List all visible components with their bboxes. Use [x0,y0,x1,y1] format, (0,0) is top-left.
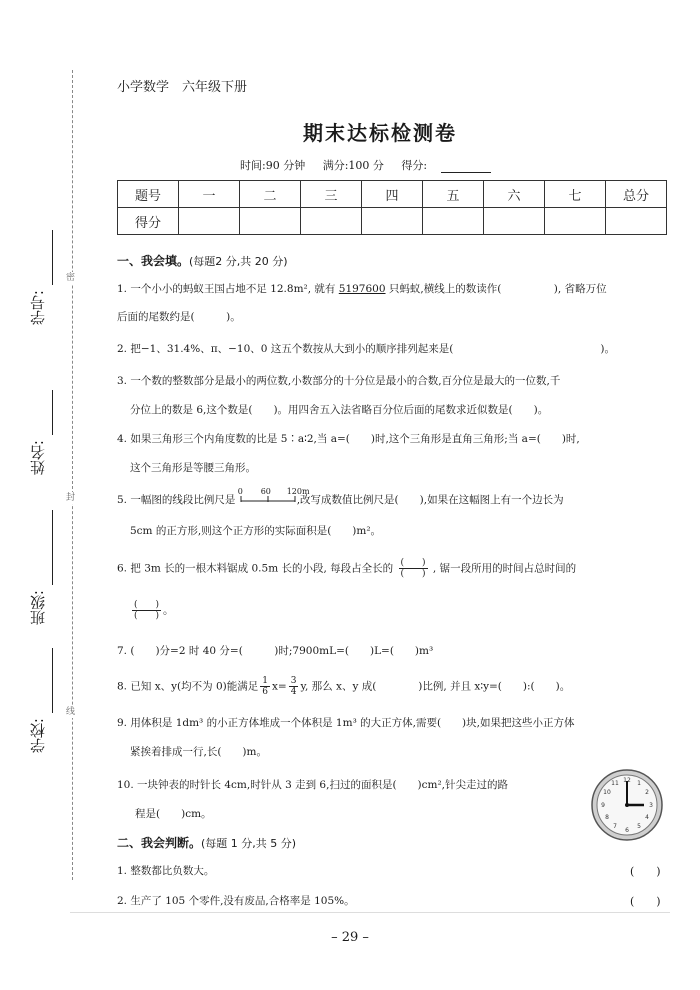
judge-1: 1. 整数都比负数大。 [117,865,215,877]
student-id-field[interactable] [22,290,52,329]
school-field[interactable] [22,718,52,757]
q8-f1-num: 1 [262,676,268,686]
svg-text:5: 5 [637,823,641,830]
judge-2: 2. 生产了 105 个零件,没有废品,合格率是 105%。 [117,895,355,907]
score-header-cell: 四 [362,181,423,208]
student-name-line [52,390,53,435]
question-9: 9. 用体积是 1dm³ 的小正方体堆成一个体积是 1m³ 的大正方体,需要( )块,如果把这些小正方体 [117,717,575,729]
svg-text:11: 11 [611,780,619,787]
score-header-cell: 二 [240,181,301,208]
svg-text:8: 8 [605,814,609,821]
svg-text:3: 3 [649,802,653,809]
footer-rule [70,912,670,913]
scale-tick-0: 0 [237,487,243,496]
svg-text:12: 12 [623,777,631,784]
svg-text:10: 10 [603,789,611,796]
binding-mark-feng: 封 [66,493,76,503]
q6-frac1-num: ( ) [400,558,426,568]
score-header-cell: 六 [484,181,545,208]
q1-number: 5197600 [338,283,386,295]
q8-text-b: y, 那么 x、y 成( )比例, 并且 x∶y=( ):( )。 [300,680,571,693]
q6-text-b: , 锯一段所用的时间占总时间的 [432,562,577,575]
q1-text-b: 只蚂蚁,横线上的数读作( ), 省略万位 [385,283,607,295]
q1-text-a: 1. 一个小小的蚂蚁王国占地不足 12.8m², 就有 [117,283,339,295]
question-3-cont: 分位上的数是 6,这个数是( )。用四舍五入法省略百分位后面的尾数求近似数是( )。 [130,404,549,416]
question-4: 4. 如果三角形三个内角度数的比是 5∶a∶2,当 a=( )时,这个三角形是直角三角形;当 a=( )时, [117,433,580,445]
page-title: 期末达标检测卷 [303,121,457,145]
binding-mark-mi: 密 [66,273,76,283]
q6-frac2-num: ( ) [134,600,160,610]
school-label: 学校: [28,718,47,754]
question-6-cont: $\frac{( )}{( )}$ 。 [134,600,174,621]
section-2-title [117,834,296,851]
score-cell[interactable] [301,208,362,235]
score-row-label: 得分 [118,208,179,235]
q8-text-a: 8. 已知 x、y(均不为 0)能满足 [117,680,259,693]
section-1-title [117,252,288,269]
question-10: 10. 一块钟表的时针长 4cm,时针从 3 走到 6,扫过的面积是( )cm²,针尖走过的路 [117,779,509,791]
score-cell[interactable] [362,208,423,235]
svg-text:2: 2 [645,789,649,796]
student-name-field[interactable] [22,440,52,479]
scale-tick-120: 120m [286,487,310,496]
exam-score-label: 得分: [401,159,428,172]
binding-mark-xian: 线 [66,707,76,717]
q6-fraction-blank-1[interactable] [399,558,428,579]
score-cell[interactable] [606,208,667,235]
student-id-label: 学号: [28,290,47,326]
question-1 [117,282,672,296]
score-cell[interactable] [484,208,545,235]
exam-time: 时间:90 分钟 [240,159,306,172]
q5-text-b: ,改写成数值比例尺是( ),如果在这幅图上有一个边长为 [296,494,564,506]
question-9-cont: 紧挨着排成一行,长( )m。 [130,746,267,758]
question-3: 3. 一个数的整数部分是最小的两位数,小数部分的十分位是最小的合数,百分位是最大的一位数,千 [117,375,561,387]
section-2-note: (每题 1 分,共 5 分) [201,837,297,850]
score-table-header-row [118,181,667,208]
page-number: – 29 – [331,930,369,945]
q6-text-a: 6. 把 3m 长的一根木料锯成 0.5m 长的小段, 每段占全长的 [117,562,394,575]
svg-text:1: 1 [637,780,641,787]
student-id-line [52,230,53,285]
exam-meta [240,157,491,173]
q6-fraction-blank-2[interactable] [132,600,161,621]
score-header-cell: 三 [301,181,362,208]
score-cell[interactable] [179,208,240,235]
q8-mid: x= [272,680,287,693]
school-line [52,648,53,713]
book-subtitle: 小学数学 六年级下册 [117,80,248,95]
q5-text-a: 5. 一幅图的线段比例尺是 [117,494,236,506]
exam-full-score: 满分:100 分 [322,159,384,172]
judge-1-answer[interactable]: ( ) [630,865,661,878]
clock-icon [590,768,664,842]
exam-score-blank[interactable] [441,172,491,173]
scale-bar [237,487,310,505]
q6-frac2-den: ( ) [134,611,160,621]
q6-frac1-den: ( ) [400,569,426,579]
q8-f1-den: 6 [262,687,268,697]
question-6 [117,558,672,579]
section-1-note: (每题2 分,共 20 分) [189,255,288,268]
svg-text:6: 6 [625,827,629,834]
scale-tick-60: 60 [260,487,271,496]
q8-f2-num: 3 [290,676,297,686]
question-1-cont: 后面的尾数约是( )。 [117,311,241,323]
score-table [117,180,667,235]
class-field[interactable] [22,590,52,629]
score-header-cell: 七 [545,181,606,208]
score-table-score-row [118,208,667,235]
judge-2-answer[interactable]: ( ) [630,895,661,908]
class-line [52,510,53,585]
question-2: 2. 把−1、31.4%、π、−10、0 这五个数按从大到小的顺序排列起来是( )。 [117,343,615,355]
section-2-heading: 二、我会判断。 [117,836,202,850]
section-1-heading: 一、我会填。 [117,254,190,268]
score-header-cell: 一 [179,181,240,208]
svg-text:7: 7 [613,823,617,830]
score-header-cell: 总分 [606,181,667,208]
question-5-cont: 5cm 的正方形,则这个正方形的实际面积是( )m²。 [130,525,382,537]
binding-dotted-line [72,70,73,880]
q8-fraction-2 [289,676,299,697]
question-5 [117,487,672,507]
question-10-cont: 程是( )cm。 [135,808,212,820]
question-8 [117,676,672,697]
q8-fraction-1 [260,676,270,697]
student-name-label: 姓名: [28,440,47,476]
score-cell[interactable] [423,208,484,235]
svg-text:9: 9 [601,802,605,809]
svg-text:4: 4 [645,814,649,821]
binding-strip [0,0,110,990]
q8-f2-den: 4 [290,687,297,697]
score-cell[interactable] [545,208,606,235]
class-label: 班级: [28,590,47,626]
question-4-cont: 这个三角形是等腰三角形。 [130,462,256,474]
score-header-cell: 五 [423,181,484,208]
score-cell[interactable] [240,208,301,235]
score-header-cell: 题号 [118,181,179,208]
question-7: 7. ( )分=2 时 40 分=( )时;7900mL=( )L=( )m³ [117,645,434,657]
